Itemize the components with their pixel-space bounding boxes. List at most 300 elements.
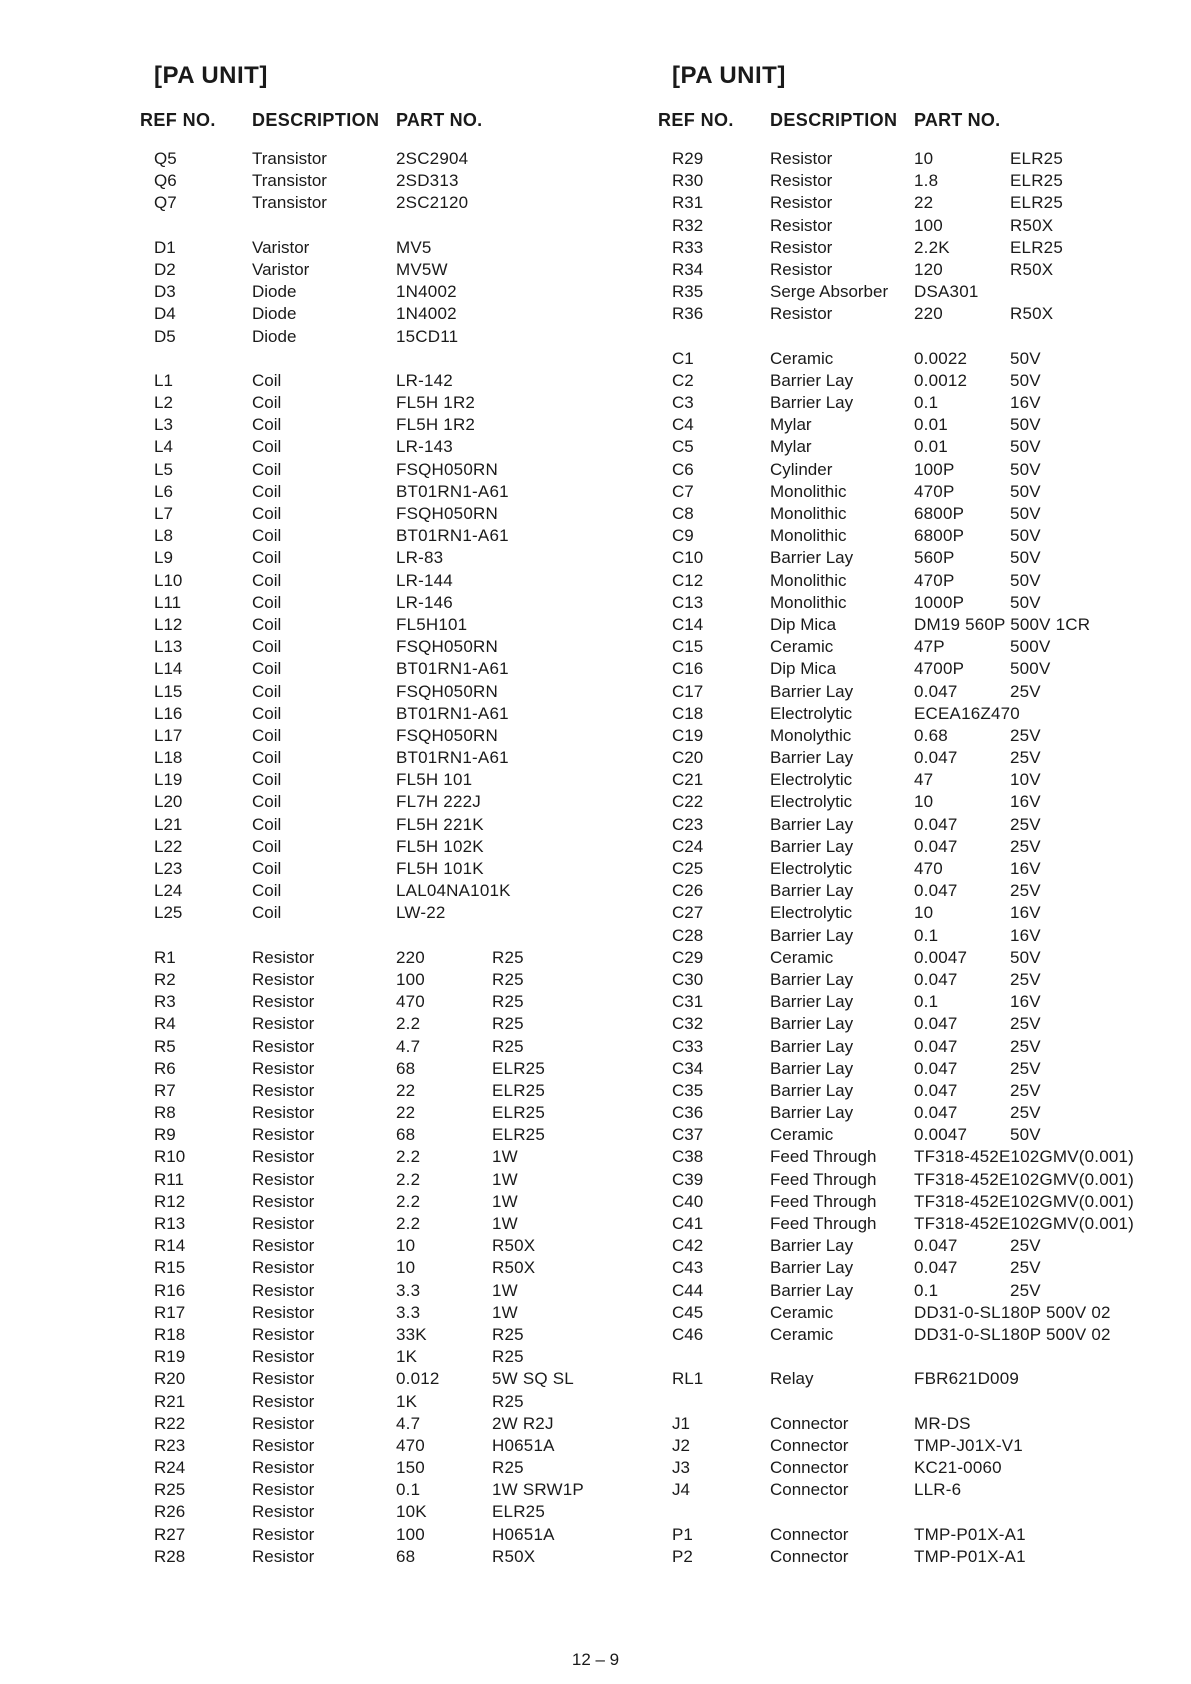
- description-cell: Coil: [252, 393, 282, 413]
- description-cell: Transistor: [252, 149, 327, 168]
- table-row: [140, 1457, 620, 1479]
- table-row: [140, 370, 620, 392]
- part-number-cell: 0.1: [914, 925, 939, 945]
- ref-cell: C38: [672, 1147, 704, 1167]
- table-row: [658, 1235, 1138, 1257]
- description-cell: Connector: [770, 1435, 849, 1455]
- table-row: [658, 1013, 1138, 1035]
- table-row: [140, 747, 620, 769]
- table-row: [658, 170, 1138, 192]
- ref-cell: L7: [154, 504, 173, 523]
- spec-cell: R50X: [1010, 304, 1054, 324]
- table-row: [658, 237, 1138, 259]
- part-number-cell: 120: [914, 259, 943, 279]
- table-row: [140, 570, 620, 592]
- table-row: [658, 1080, 1138, 1102]
- ref-cell: R36: [672, 304, 704, 324]
- spec-cell: 16V: [1010, 859, 1041, 878]
- spec-cell: ELR25: [492, 1058, 545, 1078]
- part-number-cell: 22: [914, 193, 934, 213]
- part-number-cell: 150: [396, 1458, 425, 1478]
- spec-cell: R25: [492, 947, 524, 967]
- header-part-no: PART NO.: [914, 110, 1001, 130]
- ref-cell: R15: [154, 1258, 186, 1278]
- ref-cell: R3: [154, 992, 176, 1012]
- ref-cell: J3: [672, 1458, 690, 1478]
- ref-cell: C33: [672, 1036, 704, 1056]
- description-cell: Resistor: [252, 1502, 315, 1522]
- description-cell: Resistor: [252, 1058, 315, 1078]
- table-header: [140, 110, 620, 134]
- description-cell: Barrier Lay: [770, 1080, 854, 1100]
- part-number-cell: 68: [396, 1125, 416, 1145]
- ref-cell: L17: [154, 725, 183, 745]
- ref-cell: R13: [154, 1214, 186, 1233]
- ref-cell: R5: [154, 1036, 176, 1056]
- ref-cell: C1: [672, 348, 694, 368]
- ref-cell: R6: [154, 1058, 176, 1078]
- part-number-cell: 0.047: [914, 814, 958, 834]
- part-number-cell: 1000P: [914, 592, 965, 612]
- table-row: [140, 658, 620, 680]
- row-spacer: [658, 326, 1138, 348]
- ref-cell: P1: [672, 1524, 693, 1544]
- part-number-cell: 2.2: [396, 1169, 421, 1189]
- part-number-cell: 6800P: [914, 526, 965, 546]
- ref-cell: L15: [154, 681, 183, 701]
- part-number-cell: 0.047: [914, 1236, 958, 1256]
- description-cell: Resistor: [252, 1080, 315, 1100]
- part-number-cell: 22: [396, 1103, 416, 1123]
- table-row: [140, 1501, 620, 1523]
- spec-cell: 50V: [1010, 370, 1041, 390]
- table-row: [658, 1124, 1138, 1146]
- ref-cell: R33: [672, 237, 704, 257]
- ref-cell: L14: [154, 659, 183, 679]
- ref-cell: R32: [672, 215, 704, 235]
- ref-cell: C5: [672, 437, 694, 457]
- spec-cell: 25V: [1010, 1058, 1041, 1078]
- part-number-cell: 1K: [396, 1347, 418, 1367]
- ref-cell: C22: [672, 792, 704, 812]
- table-row: [140, 636, 620, 658]
- part-number-cell: 470: [396, 1435, 425, 1455]
- description-cell: Resistor: [252, 1280, 315, 1300]
- part-number-cell: 0.0047: [914, 947, 968, 967]
- description-cell: Ceramic: [770, 1302, 834, 1322]
- ref-cell: Q5: [154, 149, 177, 168]
- ref-cell: R22: [154, 1413, 186, 1433]
- table-row: [140, 525, 620, 547]
- table-header: [658, 110, 1138, 134]
- table-row: [658, 1169, 1138, 1191]
- part-number-cell: 0.1: [914, 1280, 939, 1300]
- description-cell: Resistor: [252, 1480, 315, 1500]
- ref-cell: C3: [672, 393, 694, 413]
- table-row: [658, 370, 1138, 392]
- spec-cell: 16V: [1010, 393, 1041, 413]
- description-cell: Connector: [770, 1413, 849, 1433]
- ref-cell: P2: [672, 1546, 693, 1566]
- description-cell: Resistor: [252, 1147, 315, 1167]
- ref-cell: L12: [154, 614, 183, 634]
- ref-cell: L13: [154, 637, 183, 657]
- header-ref-no: REF NO.: [658, 110, 734, 130]
- description-cell: Resistor: [252, 1214, 315, 1233]
- part-number-cell: TF318-452E102GMV(0.001): [914, 1191, 1135, 1211]
- spec-cell: R25: [492, 969, 524, 989]
- ref-cell: C43: [672, 1258, 704, 1278]
- table-row: [658, 148, 1138, 170]
- section-title: [PA UNIT]: [672, 62, 786, 89]
- spec-cell: [492, 614, 620, 636]
- spec-cell: R25: [492, 1458, 524, 1478]
- description-cell: Electrolytic: [770, 859, 853, 878]
- ref-cell: L4: [154, 437, 173, 457]
- spec-cell: [492, 681, 620, 703]
- ref-cell: D2: [154, 259, 176, 279]
- description-cell: Monolithic: [770, 481, 847, 501]
- spec-cell: 1W: [492, 1214, 518, 1233]
- ref-cell: L20: [154, 792, 183, 812]
- part-number-cell: TF318-452E102GMV(0.001): [914, 1214, 1135, 1233]
- part-number-cell: 2.2: [396, 1014, 421, 1034]
- description-cell: Resistor: [252, 1191, 315, 1211]
- spec-cell: 25V: [1010, 1080, 1041, 1100]
- part-number-cell: 10K: [396, 1502, 427, 1522]
- description-cell: Mylar: [770, 415, 812, 435]
- description-cell: Resistor: [252, 1302, 315, 1322]
- part-number-cell: BT01RN1-A61: [396, 703, 509, 723]
- header-ref-no: REF NO.: [140, 110, 216, 130]
- description-cell: Resistor: [252, 1413, 315, 1433]
- ref-cell: R9: [154, 1125, 176, 1145]
- description-cell: Ceramic: [770, 947, 834, 967]
- part-number-cell: MV5: [396, 237, 432, 257]
- table-row: [140, 1058, 620, 1080]
- spec-cell: [492, 303, 620, 325]
- part-number-cell: FBR621D009: [914, 1369, 1020, 1389]
- ref-cell: C27: [672, 903, 704, 923]
- ref-cell: R23: [154, 1435, 186, 1455]
- spec-cell: 16V: [1010, 903, 1041, 923]
- part-number-cell: TF318-452E102GMV(0.001): [914, 1147, 1135, 1167]
- table-row: [658, 436, 1138, 458]
- ref-cell: C45: [672, 1302, 704, 1322]
- spec-cell: 10V: [1010, 770, 1041, 790]
- description-cell: Resistor: [770, 304, 833, 324]
- ref-cell: C32: [672, 1014, 704, 1034]
- ref-cell: R12: [154, 1191, 186, 1211]
- spec-cell: [492, 192, 620, 214]
- ref-cell: C40: [672, 1191, 704, 1211]
- parts-list: [658, 148, 1138, 1568]
- table-row: [140, 1013, 620, 1035]
- description-cell: Coil: [252, 592, 282, 612]
- spec-cell: [492, 769, 620, 791]
- description-cell: Coil: [252, 770, 282, 790]
- description-cell: Monolithic: [770, 570, 847, 590]
- description-cell: Electrolytic: [770, 703, 853, 723]
- ref-cell: R4: [154, 1014, 176, 1034]
- description-cell: Ceramic: [770, 1324, 834, 1344]
- part-number-cell: 0.012: [396, 1369, 440, 1389]
- table-row: [658, 1280, 1138, 1302]
- ref-cell: J1: [672, 1413, 690, 1433]
- description-cell: Resistor: [770, 237, 833, 257]
- header-description: DESCRIPTION: [770, 110, 898, 130]
- table-row: [140, 769, 620, 791]
- description-cell: Electrolytic: [770, 792, 853, 812]
- table-row: [658, 1457, 1138, 1479]
- description-cell: Coil: [252, 437, 282, 457]
- ref-cell: R21: [154, 1391, 186, 1411]
- ref-cell: R7: [154, 1080, 176, 1100]
- spec-cell: R25: [492, 1347, 524, 1367]
- description-cell: Coil: [252, 504, 282, 523]
- description-cell: Resistor: [252, 1347, 315, 1367]
- page-number: 12 – 9: [571, 1650, 620, 1669]
- ref-cell: R17: [154, 1302, 186, 1322]
- table-row: [140, 947, 620, 969]
- part-number-cell: 0.01: [914, 437, 948, 457]
- part-number-cell: KC21-0060: [914, 1458, 1002, 1478]
- ref-cell: C19: [672, 725, 704, 745]
- ref-cell: C8: [672, 504, 694, 523]
- spec-cell: [492, 880, 620, 902]
- part-number-cell: DD31-0-SL180P 500V 02: [914, 1324, 1111, 1344]
- part-number-cell: DSA301: [914, 282, 979, 302]
- description-cell: Barrier Lay: [770, 881, 854, 901]
- table-row: [140, 414, 620, 436]
- description-cell: Coil: [252, 370, 282, 390]
- part-number-cell: 0.1: [396, 1480, 421, 1500]
- table-row: [658, 259, 1138, 281]
- table-row: [658, 414, 1138, 436]
- description-cell: Electrolytic: [770, 770, 853, 790]
- description-cell: Coil: [252, 614, 282, 634]
- table-row: [140, 281, 620, 303]
- ref-cell: R26: [154, 1502, 186, 1522]
- description-cell: Resistor: [252, 1036, 315, 1056]
- ref-cell: L6: [154, 481, 173, 501]
- row-spacer: [658, 1391, 1138, 1413]
- parts-list: [140, 148, 620, 1568]
- spec-cell: 50V: [1010, 504, 1041, 523]
- ref-cell: C17: [672, 681, 704, 701]
- spec-cell: 1W: [492, 1302, 518, 1322]
- table-row: [140, 237, 620, 259]
- ref-cell: L10: [154, 570, 183, 590]
- description-cell: Coil: [252, 637, 282, 657]
- part-number-cell: 0.047: [914, 969, 958, 989]
- table-row: [140, 791, 620, 813]
- description-cell: Ceramic: [770, 637, 834, 657]
- part-number-cell: BT01RN1-A61: [396, 526, 509, 546]
- table-row: [658, 836, 1138, 858]
- description-cell: Coil: [252, 659, 282, 679]
- part-number-cell: 1.8: [914, 171, 939, 191]
- ref-cell: C42: [672, 1236, 704, 1256]
- table-row: [140, 592, 620, 614]
- table-row: [658, 658, 1138, 680]
- description-cell: Coil: [252, 792, 282, 812]
- description-cell: Resistor: [252, 1236, 315, 1256]
- table-row: [658, 681, 1138, 703]
- table-row: [140, 703, 620, 725]
- part-number-cell: 220: [914, 304, 943, 324]
- spec-cell: ELR25: [1010, 193, 1063, 213]
- table-row: [140, 725, 620, 747]
- table-row: [140, 1191, 620, 1213]
- part-number-cell: 2SC2904: [396, 149, 469, 168]
- spec-cell: [492, 570, 620, 592]
- ref-cell: C37: [672, 1125, 704, 1145]
- description-cell: Coil: [252, 548, 282, 568]
- ref-cell: R28: [154, 1546, 186, 1566]
- table-row: [658, 925, 1138, 947]
- description-cell: Barrier Lay: [770, 548, 854, 568]
- ref-cell: L8: [154, 526, 173, 546]
- spec-cell: 1W: [492, 1191, 518, 1211]
- description-cell: Barrier Lay: [770, 1058, 854, 1078]
- spec-cell: 50V: [1010, 459, 1041, 479]
- ref-cell: D1: [154, 237, 176, 257]
- spec-cell: 25V: [1010, 836, 1041, 856]
- description-cell: Resistor: [252, 1324, 315, 1344]
- spec-cell: 50V: [1010, 526, 1041, 546]
- description-cell: Relay: [770, 1369, 814, 1389]
- table-row: [658, 1191, 1138, 1213]
- description-cell: Diode: [252, 304, 297, 324]
- ref-cell: L19: [154, 770, 183, 790]
- ref-cell: L9: [154, 548, 173, 568]
- part-number-cell: FL5H 101K: [396, 859, 484, 878]
- table-row: [140, 902, 620, 924]
- spec-cell: ELR25: [492, 1125, 545, 1145]
- description-cell: Connector: [770, 1480, 849, 1500]
- table-row: [140, 1169, 620, 1191]
- spec-cell: [492, 814, 620, 836]
- spec-cell: [492, 658, 620, 680]
- part-number-cell: 0.047: [914, 1014, 958, 1034]
- table-row: [140, 1346, 620, 1368]
- table-row: [658, 1479, 1138, 1501]
- spec-cell: 1W: [492, 1147, 518, 1167]
- table-row: [140, 547, 620, 569]
- part-number-cell: FL5H 1R2: [396, 393, 476, 413]
- row-spacer: [658, 1346, 1138, 1368]
- ref-cell: L2: [154, 393, 173, 413]
- part-number-cell: DM19 560P 500V 1CR: [914, 614, 1091, 634]
- ref-cell: R8: [154, 1103, 176, 1123]
- description-cell: Cylinder: [770, 459, 833, 479]
- spec-cell: [492, 592, 620, 614]
- table-row: [140, 1435, 620, 1457]
- table-row: [658, 192, 1138, 214]
- description-cell: Resistor: [770, 171, 833, 191]
- spec-cell: 50V: [1010, 481, 1041, 501]
- spec-cell: [492, 902, 620, 924]
- table-row: [658, 1324, 1138, 1346]
- table-row: [140, 969, 620, 991]
- table-row: [658, 858, 1138, 880]
- part-number-cell: 15CD11: [396, 326, 459, 346]
- spec-cell: R25: [492, 1014, 524, 1034]
- spec-cell: 500V: [1010, 637, 1051, 657]
- spec-cell: 25V: [1010, 1280, 1041, 1300]
- table-row: [140, 814, 620, 836]
- table-row: [658, 1368, 1138, 1390]
- description-cell: Barrier Lay: [770, 1103, 854, 1123]
- description-cell: Resistor: [770, 149, 833, 168]
- description-cell: Feed Through: [770, 1147, 877, 1167]
- ref-cell: C13: [672, 592, 704, 612]
- part-number-cell: 100: [396, 1524, 425, 1544]
- ref-cell: L3: [154, 415, 173, 435]
- table-row: [140, 481, 620, 503]
- spec-cell: [492, 392, 620, 414]
- description-cell: Barrier Lay: [770, 1258, 854, 1278]
- ref-cell: D4: [154, 304, 176, 324]
- ref-cell: C29: [672, 947, 704, 967]
- spec-cell: 25V: [1010, 1014, 1041, 1034]
- spec-cell: 1W: [492, 1169, 518, 1189]
- table-row: [140, 1524, 620, 1546]
- spec-cell: 25V: [1010, 1036, 1041, 1056]
- row-spacer: [140, 215, 620, 237]
- part-number-cell: 470P: [914, 481, 955, 501]
- part-number-cell: 0.047: [914, 1258, 958, 1278]
- ref-cell: L24: [154, 881, 183, 901]
- spec-cell: 25V: [1010, 1236, 1041, 1256]
- spec-cell: 16V: [1010, 792, 1041, 812]
- ref-cell: R16: [154, 1280, 186, 1300]
- part-number-cell: LR-144: [396, 570, 453, 590]
- table-row: [658, 1524, 1138, 1546]
- part-number-cell: 2SC2120: [396, 193, 469, 213]
- part-number-cell: 0.047: [914, 1036, 958, 1056]
- ref-cell: R11: [154, 1169, 184, 1189]
- table-row: [140, 170, 620, 192]
- table-row: [140, 459, 620, 481]
- description-cell: Coil: [252, 570, 282, 590]
- ref-cell: C4: [672, 415, 694, 435]
- ref-cell: C24: [672, 836, 704, 856]
- table-row: [140, 1546, 620, 1568]
- spec-cell: [492, 170, 620, 192]
- description-cell: Diode: [252, 326, 297, 346]
- part-number-cell: 0.68: [914, 725, 948, 745]
- ref-cell: C2: [672, 370, 694, 390]
- spec-cell: 50V: [1010, 437, 1041, 457]
- ref-cell: C44: [672, 1280, 704, 1300]
- table-row: [140, 858, 620, 880]
- table-row: [140, 1324, 620, 1346]
- description-cell: Resistor: [770, 259, 833, 279]
- row-spacer: [140, 925, 620, 947]
- spec-cell: R25: [492, 992, 524, 1012]
- ref-cell: R34: [672, 259, 704, 279]
- part-number-cell: 2SD313: [396, 171, 459, 191]
- spec-cell: [492, 148, 620, 170]
- part-number-cell: LAL04NA101K: [396, 881, 511, 901]
- part-number-cell: 4700P: [914, 659, 965, 679]
- ref-cell: C12: [672, 570, 704, 590]
- row-spacer: [140, 348, 620, 370]
- part-number-cell: LLR-6: [914, 1480, 962, 1500]
- part-number-cell: FL5H 101: [396, 770, 473, 790]
